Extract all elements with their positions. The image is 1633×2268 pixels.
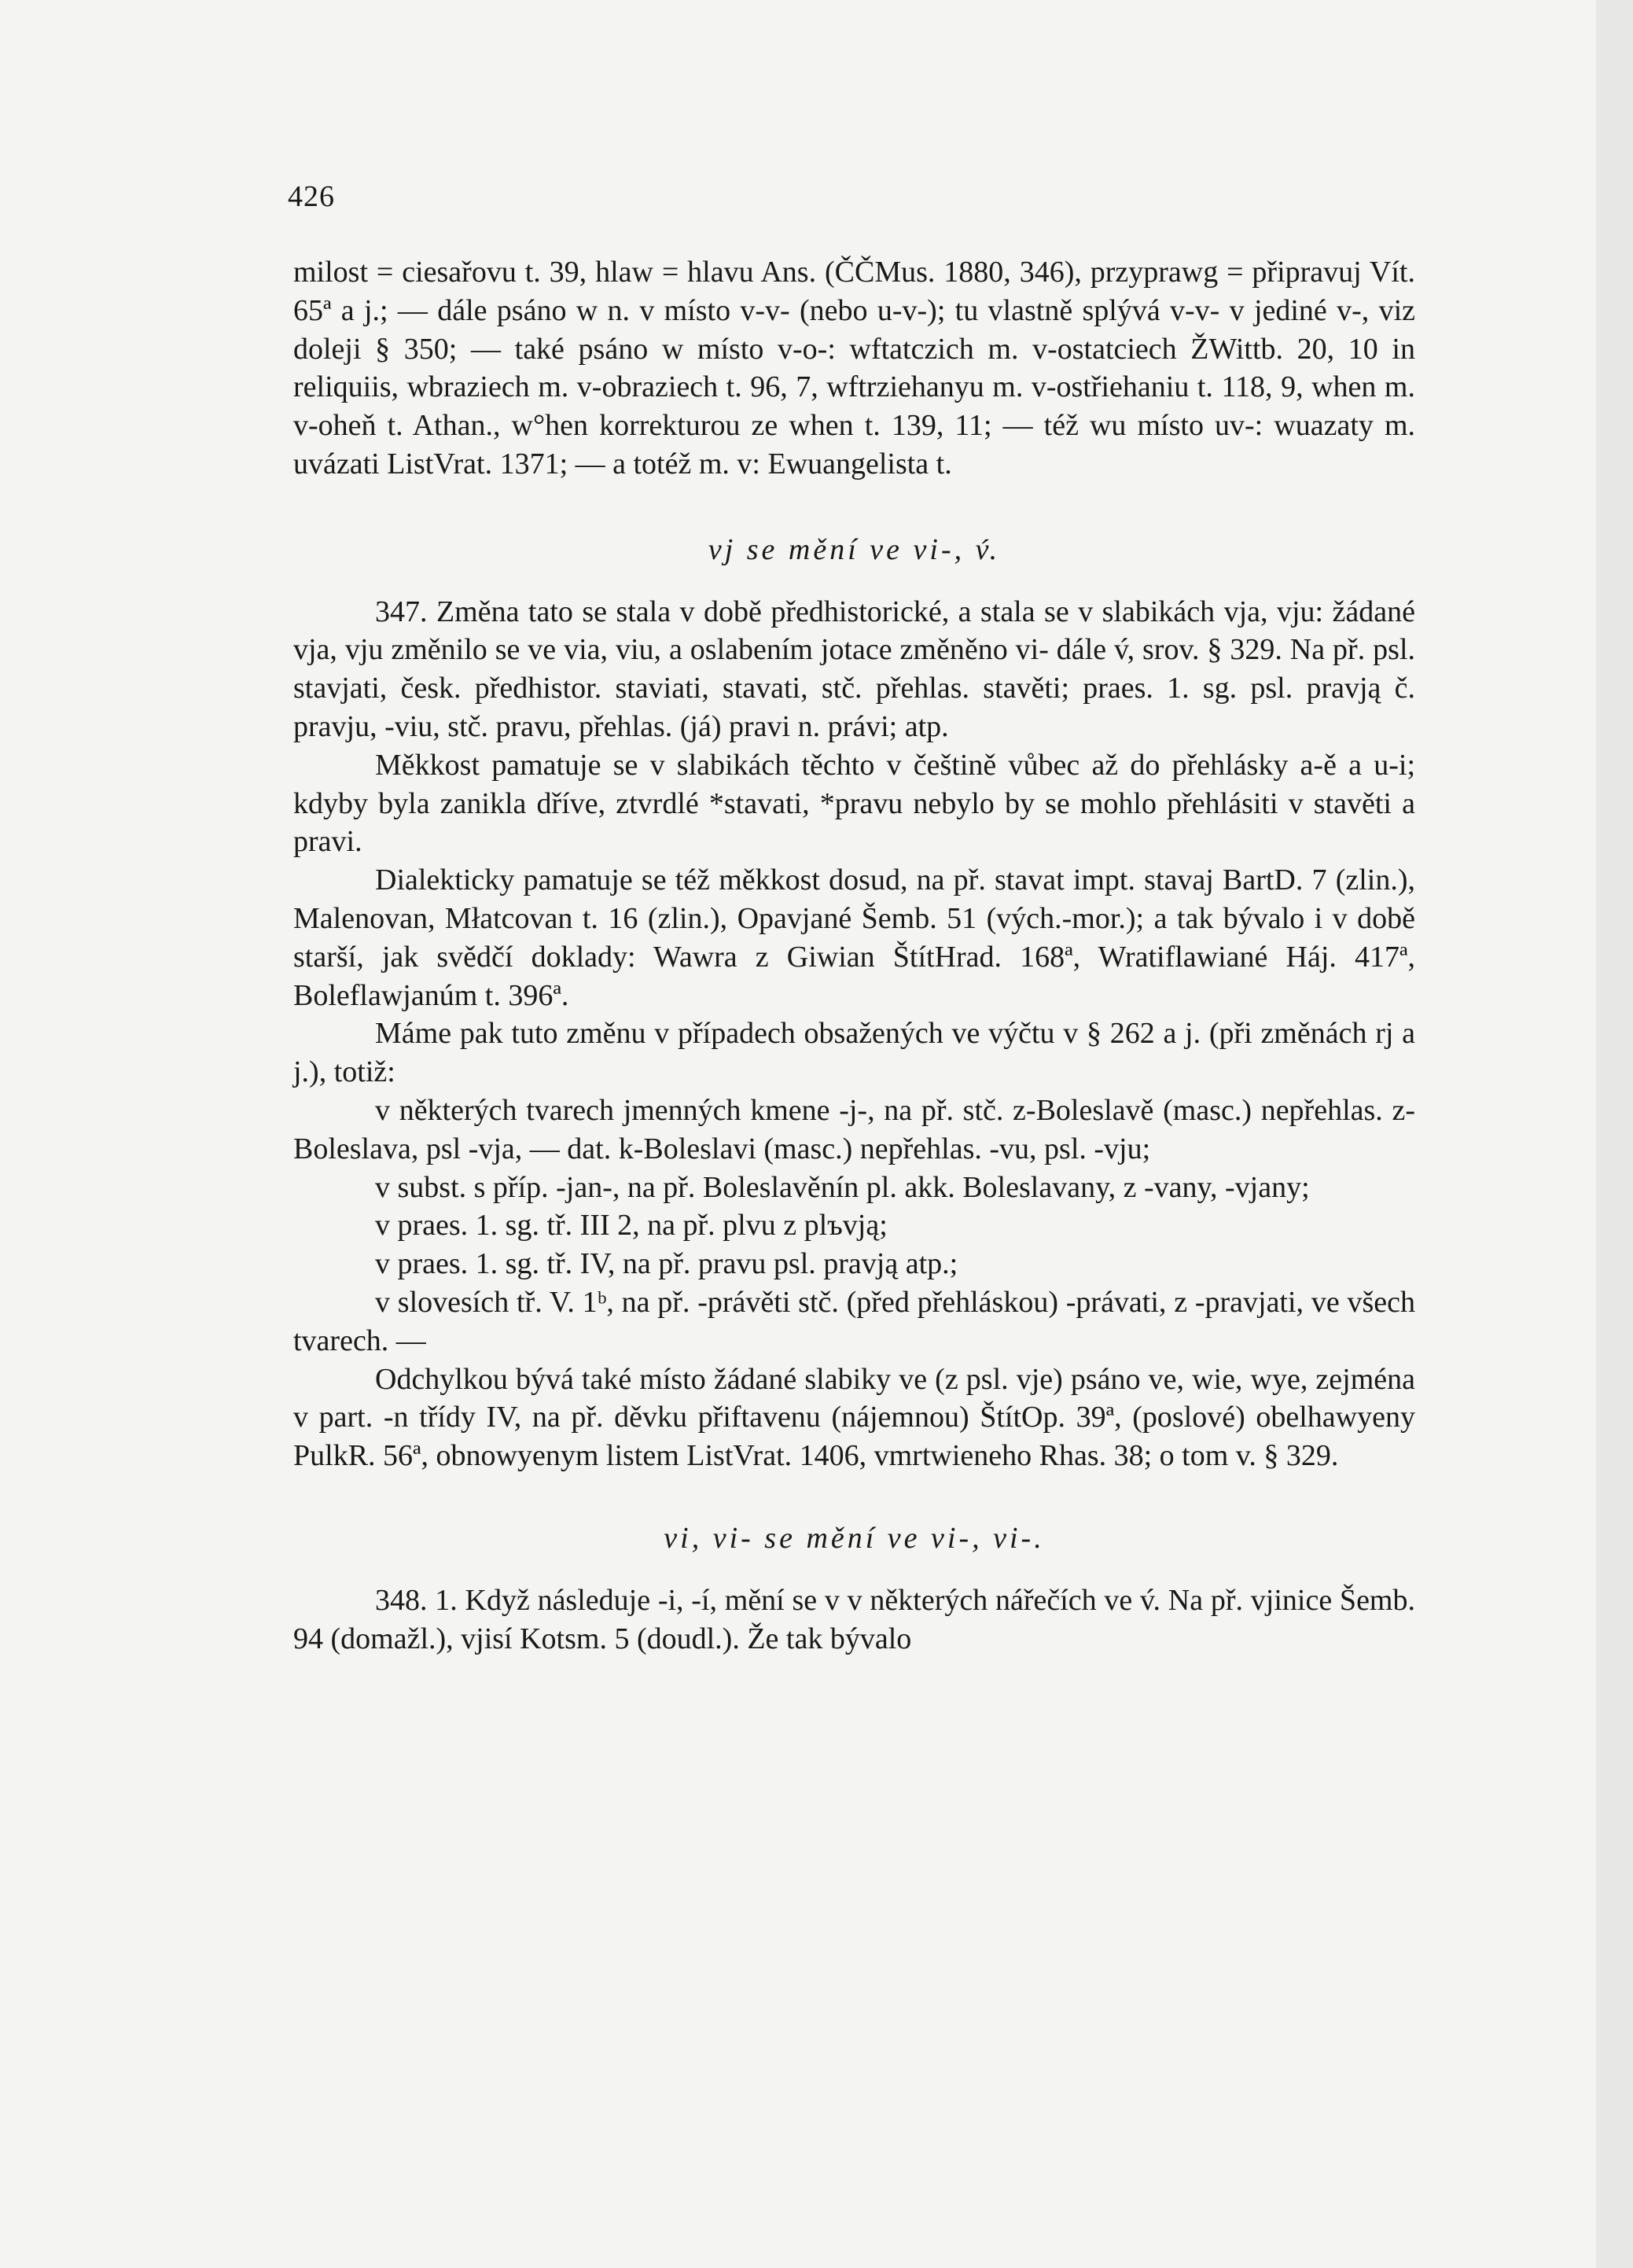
paragraph-mame-pak: Máme pak tuto změnu v případech obsažených ve výčtu v § 262 a j. (při změnách rj a j.), totiž: bbox=[293, 1017, 1415, 1089]
list-item-slovesa-v: v slovesích tř. V. 1ᵇ, na př. -právěti stč. (před přehláskou) -právati, z -pravjati, ve všech tvarech. — bbox=[293, 1285, 1415, 1357]
paragraph-mekkost: Měkkost pamatuje se v slabikách těchto v češtině vůbec až do přehlásky a-ě a u-i; kdyby byla zanikla dříve, ztvrdlé *stavati, *pravu nebylo by se mohlo přehlásiti v stavěti a pravi. bbox=[293, 748, 1415, 859]
intro-paragraph: milost = ciesařovu t. 39, hlaw = hlavu Ans. (ČČMus. 1880, 346), przyprawg = připravuj Vít. 65ª a j.; — dále psáno w n. v místo v-v- (nebo u-v-); tu vlastně splývá v-v- v jediné v-, viz doleji § 350; — také psáno w místo v-o-: wftatczich m. v-ostatciech ŽWittb. 20, 10 in reliquiis, wbraziech m. v-obraziech t. 96, 7, wftrziehanyu m. v-ostřiehaniu t. 118, 9, when m. v-oheň t. Athan., w°hen korrekturou ze when t. 139, 11; — též wu místo uv-: wuazaty m. uvázati ListVrat. 1371; — a totéž m. v: Ewuangelista t. bbox=[293, 256, 1415, 480]
page-edge bbox=[1596, 0, 1633, 2268]
list-item-subst: v subst. s příp. -jan-, na př. Boleslavěnín pl. akk. Boleslavany, z -vany, -vjany; bbox=[375, 1170, 1310, 1204]
list-item-praes-iv: v praes. 1. sg. tř. IV, na př. pravu psl. pravją atp.; bbox=[375, 1247, 958, 1281]
page-text bbox=[293, 253, 1415, 1658]
page-number: 426 bbox=[288, 180, 335, 213]
list-item-praes-iii: v praes. 1. sg. tř. III 2, na př. plvu z plъvją; bbox=[375, 1209, 888, 1243]
paragraph-dialekticky: Dialekticky pamatuje se též měkkost dosud, na př. stavat impt. stavaj BartD. 7 (zlin.), Malenovan, Młatcovan t. 16 (zlin.), Opavjané Šemb. 51 (vých.-mor.); a tak bývalo i v době starší, jak svědčí doklady: Wawra z Giwian ŠtítHrad. 168ª, Wratiflawiané Háj. 417ª, Boleflawjanúm t. 396ª. bbox=[293, 863, 1415, 1012]
section-heading-vj: vj se mění ve vi-, v́. bbox=[708, 532, 1001, 566]
paragraph-347: 347. Změna tato se stala v době předhistorické, a stala se v slabikách vja, vju: žádané vja, vju změnilo se ve via, viu, a oslabením jotace změněno vi- dále v́, srov. § 329. Na př. psl. stavjati, česk. předhistor. staviati, stavati, stč. přehlas. stavěti; praes. 1. sg. psl. pravją č. pravju, -viu, stč. pravu, přehlas. (já) pravi n. právi; atp. bbox=[293, 595, 1415, 743]
paragraph-odchylkou: Odchylkou bývá také místo žádané slabiky ve (z psl. vje) psáno ve, wie, wye, zejména v part. -n třídy IV, na př. děvku přiftavenu (nájemnou) ŠtítOp. 39ª, (poslové) obelhawyeny PulkR. 56ª, obnowyenym listem ListVrat. 1406, vmrtwieneho Rhas. 38; o tom v. § 329. bbox=[293, 1362, 1415, 1473]
paragraph-348: 348. 1. Když následuje -i, -í, mění se v v některých nářečích ve v́. Na př. vjinice Šemb. 94 (domažl.), vjisí Kotsm. 5 (doudl.). Že tak bývalo bbox=[293, 1583, 1415, 1655]
section-heading-vi: vi, vi- se mění ve vi-, vi-. bbox=[664, 1521, 1045, 1555]
list-item-tvary-jmenne: v některých tvarech jmenných kmene -j-, na př. stč. z-Boleslavě (masc.) nepřehlas. z-Boleslava, psl -vja, — dat. k-Boleslavi (masc.) nepřehlas. -vu, psl. -vju; bbox=[293, 1093, 1415, 1165]
